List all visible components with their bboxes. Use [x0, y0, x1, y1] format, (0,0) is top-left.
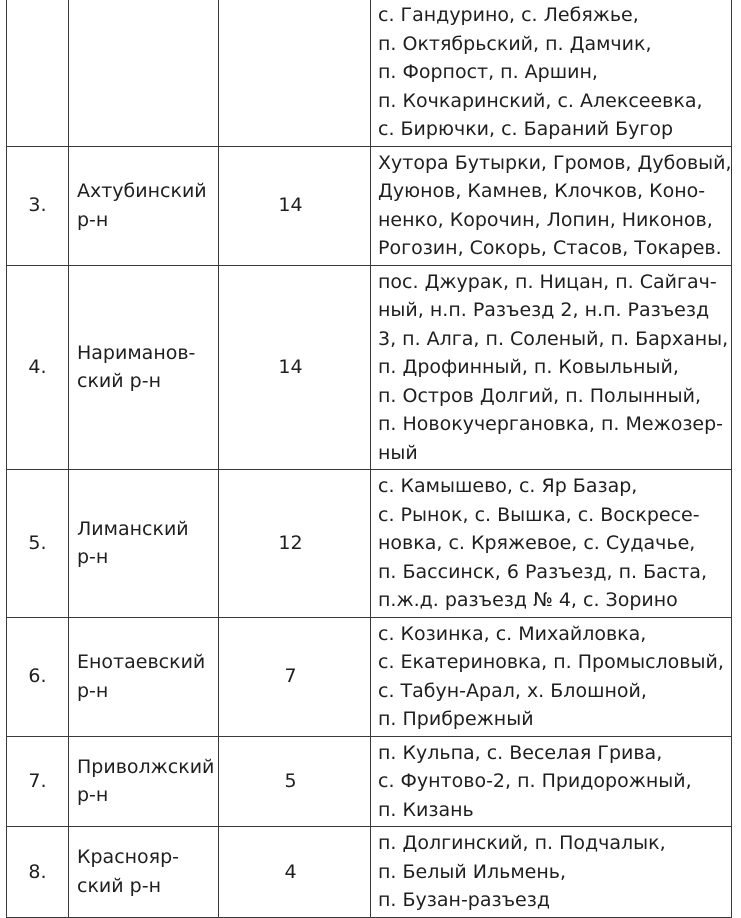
settlement-count: 4: [219, 827, 371, 918]
district-name: [69, 0, 219, 146]
table-row: [7, 617, 732, 736]
settlements-line: новка, с. Кряжевое, с. Судачье,: [378, 532, 696, 554]
row-number: 3.: [7, 146, 69, 265]
settlement-count: 12: [219, 470, 371, 618]
district-name: [69, 470, 219, 618]
district-name-line: р-н: [77, 679, 109, 702]
settlements-line: п.ж.д. разъезд № 4, с. Зорино: [378, 589, 678, 611]
settlements-line: Хутора Бутырки, Громов, Дубовый,: [378, 151, 732, 174]
settlements-line: п. Кизань: [378, 798, 474, 821]
district-name-line: Ахтубинский: [77, 180, 207, 202]
settlements-line: с. Гандурино, с. Лебяжье,: [378, 4, 639, 26]
district-name: [69, 265, 219, 470]
settlements-line: Рогозин, Сокорь, Стасов, Токарев.: [378, 237, 722, 259]
row-number: [7, 0, 69, 146]
settlement-count: 7: [219, 617, 371, 736]
row-number: 8.: [7, 827, 69, 918]
settlements-line: п. Бассинск, 6 Разъезд, п. Баста,: [378, 560, 707, 583]
settlements-list: [371, 265, 732, 470]
settlement-count: [219, 0, 371, 146]
settlements-line: п. Остров Долгий, п. Полынный,: [378, 384, 702, 407]
settlements-list: [371, 0, 732, 146]
table-body: [7, 0, 732, 917]
district-name: [69, 617, 219, 736]
district-name: [69, 827, 219, 918]
settlements-line: п. Кочкаринский, с. Алексеевка,: [378, 89, 703, 112]
table-row: [7, 0, 732, 146]
settlements-line: с. Табун-Арал, х. Блошной,: [378, 679, 647, 702]
settlement-count: 14: [219, 265, 371, 470]
settlements-line: ный, н.п. Разъезд 2, н.п. Разъезд: [378, 299, 710, 321]
settlements-list: [371, 146, 732, 265]
district-name: [69, 146, 219, 265]
districts-table: [6, 0, 732, 918]
settlements-line: с. Камышево, с. Яр Базар,: [378, 475, 638, 497]
settlements-list: [371, 617, 732, 736]
settlements-line: п. Дрофинный, п. Ковыльный,: [378, 356, 679, 378]
district-name-line: ский р-н: [77, 874, 161, 897]
district-name: [69, 736, 219, 827]
settlements-line: п. Бузан-разъезд: [378, 889, 550, 911]
settlements-line: с. Екатериновка, п. Промысловый,: [378, 651, 724, 673]
settlements-line: п. Прибрежный: [378, 708, 534, 730]
row-number: 6.: [7, 617, 69, 736]
settlements-line: п. Кульпа, с. Веселая Грива,: [378, 741, 663, 764]
settlements-line: ненко, Корочин, Лопин, Никонов,: [378, 208, 713, 231]
settlements-line: с. Фунтово-2, п. Придорожный,: [378, 770, 692, 792]
table-row: [7, 736, 732, 827]
district-name-line: р-н: [77, 208, 109, 231]
settlements-line: п. Форпост, п. Аршин,: [378, 61, 598, 83]
settlements-line: с. Козинка, с. Михайловка,: [378, 622, 647, 645]
table-row: [7, 470, 732, 618]
district-name-line: ский р-н: [77, 370, 161, 393]
table-row: [7, 265, 732, 470]
settlements-line: пос. Джурак, п. Ницан, п. Сайгач-: [378, 270, 717, 293]
table-row: [7, 146, 732, 265]
settlements-list: [371, 470, 732, 618]
district-name-line: Приволжский: [77, 755, 215, 778]
row-number: 7.: [7, 736, 69, 827]
district-name-line: Краснояр-: [77, 846, 180, 869]
settlements-line: п. Долгинский, п. Подчалык,: [378, 832, 666, 854]
settlements-line: ный: [378, 441, 418, 464]
district-name-line: Лиманский: [77, 517, 189, 540]
table-row: [7, 827, 732, 918]
row-number: 4.: [7, 265, 69, 470]
settlement-count: 5: [219, 736, 371, 827]
district-name-line: Енотаевский: [77, 651, 206, 673]
settlement-count: 14: [219, 146, 371, 265]
settlements-line: с. Бирючки, с. Бараний Бугор: [378, 118, 674, 140]
settlements-list: [371, 736, 732, 827]
settlements-list: [371, 827, 732, 918]
settlements-line: п. Октябрьский, п. Дамчик,: [378, 32, 652, 55]
district-name-line: р-н: [77, 784, 109, 807]
settlements-line: с. Рынок, с. Вышка, с. Воскресе-: [378, 503, 700, 526]
settlements-line: Дуюнов, Камнев, Клочков, Коно-: [378, 180, 706, 202]
settlements-line: п. Белый Ильмень,: [378, 860, 566, 883]
district-name-line: р-н: [77, 546, 109, 569]
settlements-line: п. Новокучергановка, п. Межозер-: [378, 413, 724, 435]
row-number: 5.: [7, 470, 69, 618]
settlements-line: 3, п. Алга, п. Соленый, п. Барханы,: [378, 327, 729, 350]
district-name-line: Нариманов-: [77, 341, 196, 364]
